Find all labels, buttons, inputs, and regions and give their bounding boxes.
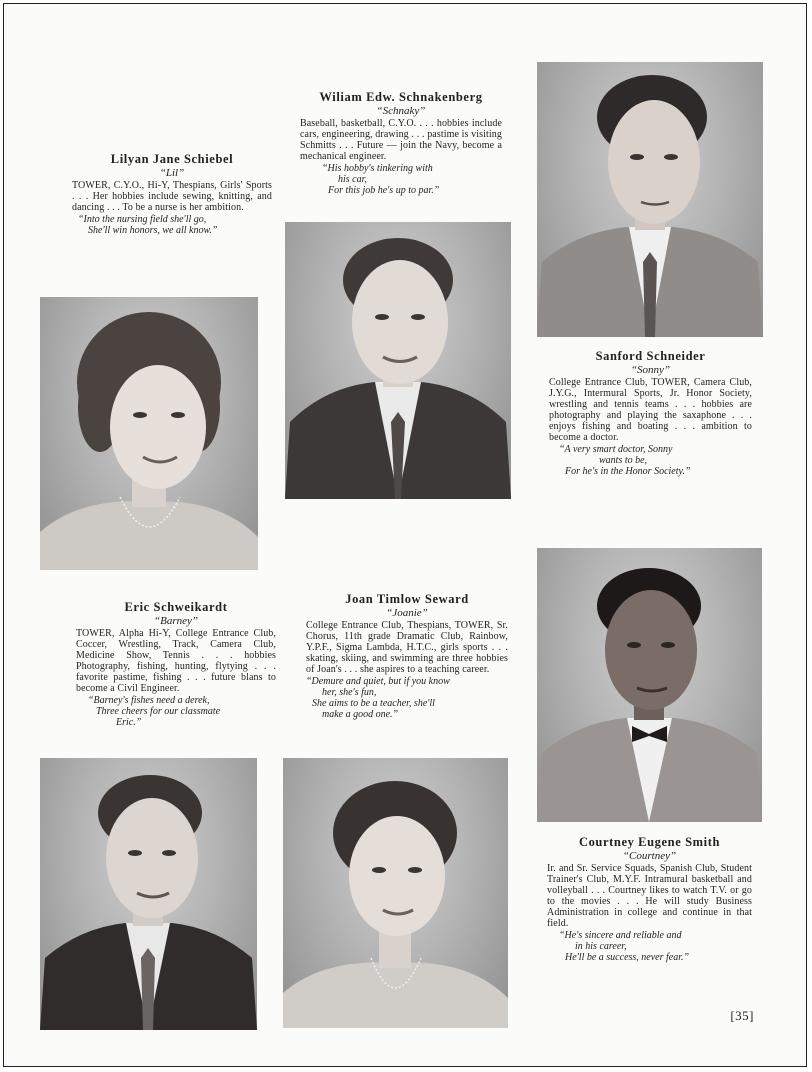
- student-entry-joan: [306, 592, 508, 720]
- verse-line: “Into the nursing field she'll go,: [78, 214, 207, 225]
- student-verse: [547, 930, 752, 963]
- student-verse: [76, 695, 276, 728]
- student-bio: Baseball, basketball, C.Y.O. . . . hobbies include cars, engineering, drawing . . . pastime is visiting Schmitts . . . Future — join the Navy, become a mechanical engineer.: [300, 118, 502, 162]
- student-nickname: “Lil”: [159, 167, 185, 179]
- verse-line: She'll win honors, we all know.”: [88, 225, 218, 236]
- student-name: Joan Timlow Seward: [345, 592, 469, 606]
- student-verse: [306, 676, 508, 720]
- student-nickname: “Joanie”: [386, 607, 428, 619]
- page-number: [35]: [730, 1008, 754, 1023]
- student-bio: TOWER, C.Y.O., Hi-Y, Thespians, Girls' Sports . . . Her hobbies include sewing, knitting, and dancing . . . To be a nurse is her ambition.: [72, 180, 272, 213]
- verse-line: “His hobby's tinkering with: [322, 163, 433, 174]
- portrait-lilyan-schiebel: [40, 297, 258, 570]
- student-name: Lilyan Jane Schiebel: [110, 152, 234, 166]
- student-nickname: “Sonny”: [630, 364, 671, 376]
- student-bio: College Entrance Club, Thespians, TOWER, Sr. Chorus, 11th grade Dramatic Club, Rainbow, Y.P.F., Sigma Lambda, H.T.C., girls sports . . . skating, skiing, and swimming are three hobbies of Joan's . . . she aspires to a teaching career.: [306, 620, 508, 675]
- verse-line: his car,: [338, 174, 367, 185]
- student-name: Eric Schweikardt: [124, 600, 228, 614]
- verse-line: For this job he's up to par.”: [328, 185, 440, 196]
- portrait-eric-schweikardt: [40, 758, 257, 1030]
- student-entry-william: [300, 90, 502, 196]
- student-entry-lilyan: [72, 152, 272, 236]
- student-nickname: “Barney”: [154, 615, 198, 627]
- portrait-joan-seward: [283, 758, 508, 1028]
- verse-line: Eric.”: [116, 717, 142, 728]
- verse-line: She aims to be a teacher, she'll: [312, 698, 435, 709]
- student-nickname: “Schnaky”: [376, 105, 426, 117]
- verse-line: in his career,: [575, 941, 627, 952]
- verse-line: “Demure and quiet, but if you know: [306, 676, 450, 687]
- student-entry-sanford: [549, 349, 752, 477]
- verse-line: “Barney's fishes need a derek,: [88, 695, 210, 706]
- portrait-courtney-smith: [537, 548, 762, 822]
- verse-line: make a good one.”: [322, 709, 399, 720]
- student-entry-courtney: [547, 835, 752, 963]
- verse-line: wants to be,: [599, 455, 648, 466]
- verse-line: her, she's fun,: [322, 687, 377, 698]
- student-nickname: “Courtney”: [622, 850, 677, 862]
- student-entry-eric: [76, 600, 276, 728]
- student-name: Courtney Eugene Smith: [578, 835, 721, 849]
- student-bio: College Entrance Club, TOWER, Camera Club, J.Y.G., Intermural Sports, Jr. Honor Society, wrestling and tennis teams . . . hobbies are photography and playing the saxaphone . . . enjoys fishing and boating . . . ambition to become a doctor.: [549, 377, 752, 443]
- portrait-william-schnakenberg: [285, 222, 511, 499]
- student-name: Wiliam Edw. Schnakenberg: [319, 90, 483, 104]
- student-bio: Ir. and Sr. Service Squads, Spanish Club, Student Trainer's Club, M.Y.F. Intramural basketball and volleyball . . . Courtney likes to watch T.V. or go to the movies . . . He will study Business Administration in college and continue in that field.: [547, 863, 752, 929]
- student-bio: TOWER, Alpha Hi-Y, College Entrance Club, Coccer, Wrestling, Track, Camera Club, Medicine Show, Tennis . . . hobbies Photography, fishing, hunting, flytying . . . favorite pastime, fishing . . . future blans to become a Civil Engineer.: [76, 628, 276, 694]
- verse-line: For he's in the Honor Society.”: [565, 466, 691, 477]
- verse-line: He'll be a success, never fear.”: [565, 952, 690, 963]
- verse-line: Three cheers for our classmate: [96, 706, 221, 717]
- student-verse: [72, 214, 272, 236]
- verse-line: “He's sincere and reliable and: [559, 930, 682, 941]
- student-verse: [300, 163, 502, 196]
- student-verse: [549, 444, 752, 477]
- verse-line: “A very smart doctor, Sonny: [559, 444, 673, 455]
- student-name: Sanford Schneider: [595, 349, 706, 363]
- portrait-sanford-schneider: [537, 62, 763, 337]
